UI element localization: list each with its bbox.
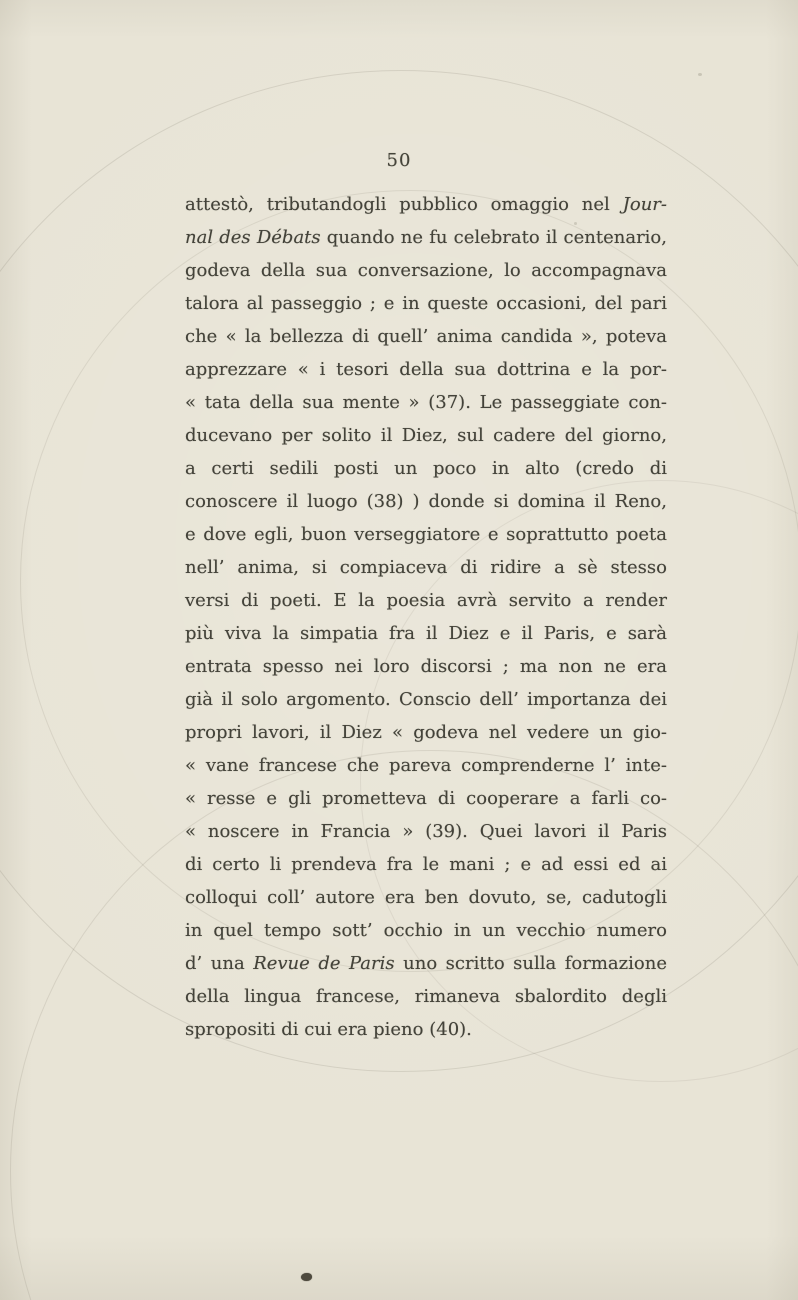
text-segment: attestò, tributandogli pubblico omaggio nel [185, 194, 623, 215]
text-line [185, 584, 667, 617]
text-line [185, 485, 667, 518]
text-segment: della lingua francese, rimaneva sbalordito degli [185, 986, 667, 1007]
text-segment: godeva della sua conversazione, lo accompagnava [185, 260, 667, 281]
text-segment: spropositi di cui era pieno (40). [185, 1019, 472, 1040]
text-segment: in quel tempo sott’ occhio in un vecchio numero [185, 920, 667, 941]
text-segment: e dove egli, buon verseggiatore e soprattutto poeta [185, 524, 667, 545]
text-line [185, 848, 667, 881]
text-segment: colloqui coll’ autore era ben dovuto, se, cadutogli [185, 887, 667, 908]
italic-text-segment: Jour- [622, 194, 667, 215]
text-line [185, 419, 667, 452]
text-segment: di certo li prendeva fra le mani ; e ad essi ed ai [185, 854, 667, 875]
text-segment: « noscere in Francia » (39). Quei lavori il Paris [185, 821, 667, 842]
text-segment: apprezzare « i tesori della sua dottrina e la por- [185, 359, 667, 380]
text-line [185, 716, 667, 749]
text-segment: già il solo argomento. Conscio dell’ importanza dei [185, 689, 667, 710]
text-line [185, 815, 667, 848]
text-line [185, 386, 667, 419]
text-segment: più viva la simpatia fra il Diez e il Paris, e sarà [185, 623, 667, 644]
text-line [185, 947, 667, 980]
text-line [185, 320, 667, 353]
text-segment: quando ne fu celebrato il centenario, [320, 227, 667, 248]
text-segment: talora al passeggio ; e in queste occasioni, del pari [185, 293, 667, 314]
text-line [185, 881, 667, 914]
text-line [185, 221, 667, 254]
text-segment: ducevano per solito il Diez, sul cadere del giorno, [185, 425, 667, 446]
text-line [185, 254, 667, 287]
text-line [185, 782, 667, 815]
text-block [185, 188, 667, 1046]
text-segment: a certi sedili posti un poco in alto (credo di [185, 458, 667, 479]
text-line [185, 353, 667, 386]
text-segment: propri lavori, il Diez « godeva nel vedere un gio- [185, 722, 667, 743]
text-line [185, 914, 667, 947]
text-segment: « vane francese che pareva comprenderne l’ inte- [185, 755, 667, 776]
text-line [185, 683, 667, 716]
italic-text-segment: Revue de Paris [253, 953, 395, 974]
page-number: 50 [386, 150, 412, 171]
text-line [185, 980, 667, 1013]
text-line [185, 650, 667, 683]
text-line [185, 287, 667, 320]
italic-text-segment: nal des Débats [185, 227, 321, 248]
text-line [185, 452, 667, 485]
text-segment: « resse e gli prometteva di cooperare a farli co- [185, 788, 667, 809]
paper-speck [698, 73, 702, 76]
text-segment: uno scritto sulla formazione [394, 953, 667, 974]
text-line [185, 551, 667, 584]
text-segment: « tata della sua mente » (37). Le passeggiate con- [185, 392, 667, 413]
text-line [185, 188, 667, 221]
text-segment: versi di poeti. E la poesia avrà servito a render [185, 590, 667, 611]
text-line [185, 617, 667, 650]
text-segment: d’ una [185, 953, 254, 974]
text-line [185, 1013, 667, 1046]
text-segment: che « la bellezza di quell’ anima candida », poteva [185, 326, 667, 347]
ink-spot [301, 1273, 312, 1281]
text-line [185, 749, 667, 782]
text-segment: entrata spesso nei loro discorsi ; ma non ne era [185, 656, 667, 677]
text-line [185, 518, 667, 551]
text-segment: nell’ anima, si compiaceva di ridire a sè stesso [185, 557, 667, 578]
text-segment: conoscere il luogo (38) ) donde si domina il Reno, [185, 491, 667, 512]
